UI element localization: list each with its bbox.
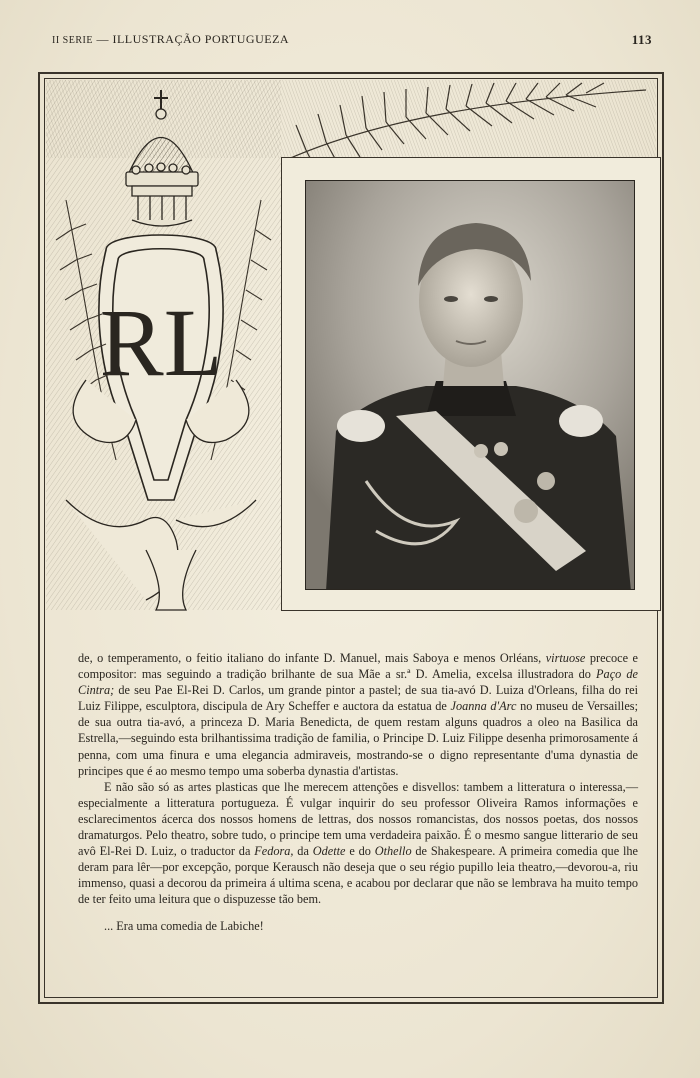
body-text: de, o temperamento, o feitio italiano do infante D. Manuel, mais Saboya e menos Orléans, bbox=[78, 651, 546, 665]
italic-title-text: virtuose bbox=[545, 651, 586, 665]
body-text: precoce e compositor: mas seguindo a tradição brilhante de sua Mãe a sr.ª D. Amelia, excelsa illustradora do bbox=[78, 651, 638, 682]
body-text: de Shakespeare. A primeira comedia que lhe deram para lêr—por excepção, porque Kerausch não deseja que o seu régio pupillo leia theatro,—devorou-a, riu immenso, quasi a decorou da primeira á ultima scena, e acabou por declarar que não se lembrava ha muito tempo de ter feito uma leitura que o dispuzesse tão bem. bbox=[78, 844, 638, 907]
running-head bbox=[52, 32, 652, 50]
running-head-title bbox=[52, 32, 289, 47]
body-text: e do bbox=[345, 844, 375, 859]
article-body bbox=[78, 650, 638, 934]
body-text: E não são só as artes plasticas que lhe merecem attenções e disvellos: tambem a litteratura o interessa,—especialmente a litteratura portugueza. É vulgar inquirir do seu professor Oliveira Ramos informações e esclarecimentos ácerca dos nossos homens de lettras, dos nossos romancistas, dos nossos poetas, dos nossos dramaturgos. Pelo theatro, sobre tudo, o principe tem uma verdadeira paixão. É o mesmo sangue litterario de seu avô El-Rei D. Luiz, o traductor da bbox=[78, 779, 638, 859]
paragraph-1 bbox=[78, 650, 638, 779]
publication-title: ILLUSTRAÇÃO PORTUGUEZA bbox=[112, 32, 290, 46]
body-text: de seu Pae El-Rei D. Carlos, um grande pintor a pastel; de sua tia-avó D. Luiza d'Orleans, filha do rei Luiz Filippe, esculptora, discipula de Ary Scheffer e auctora da estatua de bbox=[78, 683, 638, 714]
italic-title-text: Fedora, bbox=[254, 844, 294, 859]
serie-label: II SERIE bbox=[52, 35, 93, 46]
italic-title-text: Paço de Cintra; bbox=[78, 667, 638, 698]
page-number: 113 bbox=[631, 32, 652, 47]
italic-title-text: Othello bbox=[374, 844, 412, 859]
italic-title-text: Odette bbox=[312, 844, 346, 859]
body-text: da bbox=[293, 844, 313, 859]
portrait-photo bbox=[305, 180, 635, 590]
header-dash: — bbox=[96, 32, 109, 46]
body-text: no museu de Versailles; de sua outra tia-avó, a princeza D. Maria Benedicta, de quem restam alguns quadros a oleo na Basilica da Estrella,—seguindo esta brilhantissima tradição de familia, o Principe D. Luiz Filippe desenha primorosamente á penna, com uma finura e uma elegancia admiraveis, mostrando-se o digno representante d'uma dynastia de principes que é ao mesmo tempo uma soberba dynastia d'artistas. bbox=[78, 699, 638, 778]
paragraph-2 bbox=[78, 779, 638, 908]
closing-line: ... Era uma comedia de Labiche! bbox=[104, 918, 264, 933]
portrait-image bbox=[306, 181, 635, 590]
italic-title-text: Joanna d'Arc bbox=[450, 699, 517, 714]
monogram: RL bbox=[99, 289, 223, 396]
